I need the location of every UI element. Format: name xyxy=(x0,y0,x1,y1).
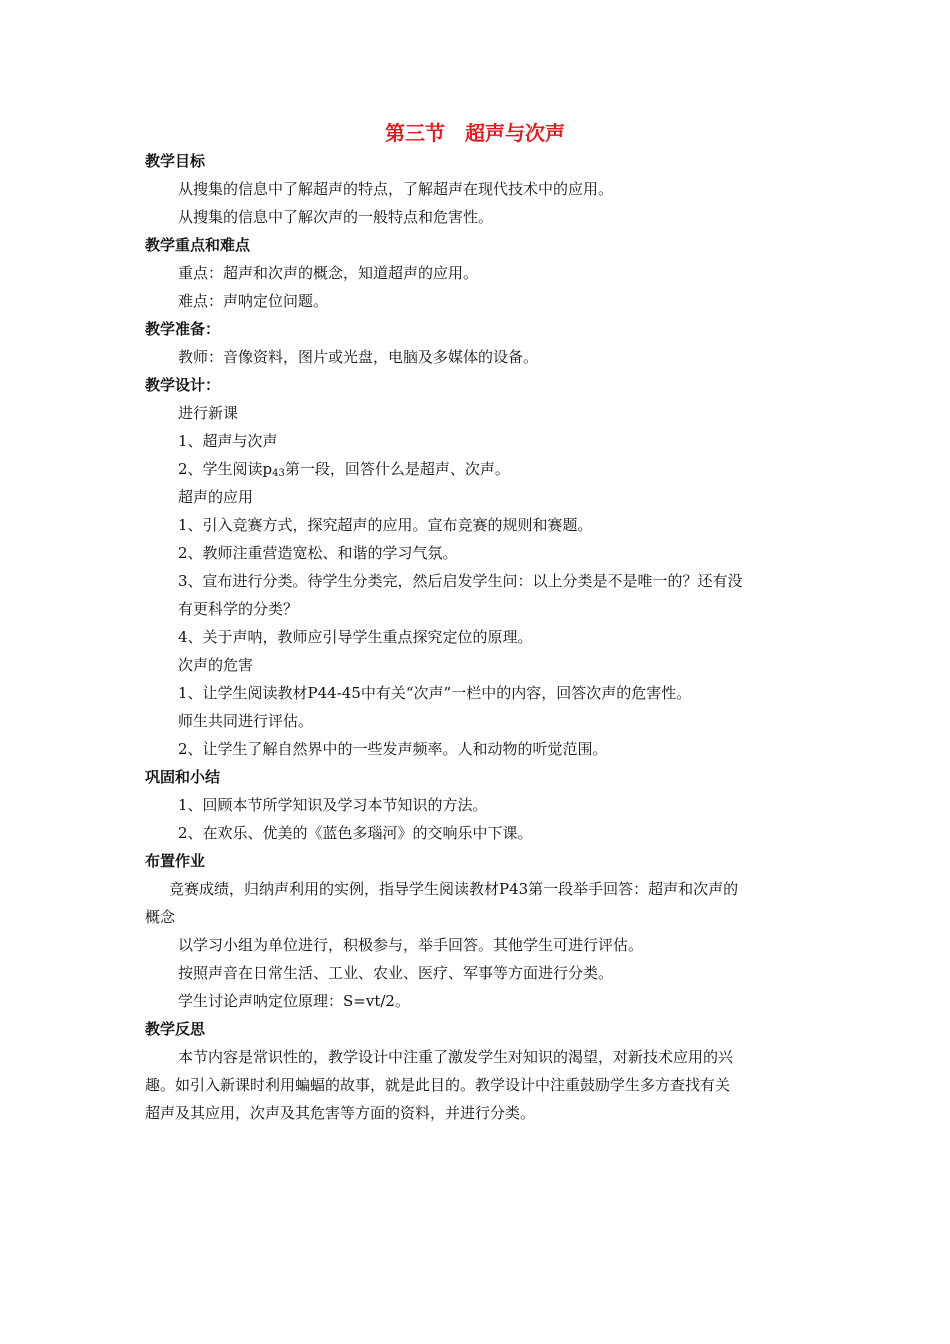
section-heading-design: 教学设计： xyxy=(145,376,221,394)
design-text: 2、学生阅读p xyxy=(178,460,273,478)
goal-line: 从搜集的信息中了解次声的一般特点和危害性。 xyxy=(178,208,494,226)
key-point-line: 难点：声呐定位问题。 xyxy=(178,292,329,310)
review-line: 2、在欢乐、优美的《蓝色多瑙河》的交响乐中下课。 xyxy=(178,824,533,842)
goal-line: 从搜集的信息中了解超声的特点，了解超声在现代技术中的应用。 xyxy=(178,180,614,198)
homework-line: 学生讨论声呐定位原理：S=vt/2。 xyxy=(178,992,410,1010)
section-heading-reflection: 教学反思 xyxy=(145,1020,206,1038)
page-number-subscript: 43 xyxy=(272,468,285,479)
section-heading-review: 巩固和小结 xyxy=(145,768,221,786)
design-line xyxy=(178,459,510,484)
homework-line: 以学习小组为单位进行，积极参与，举手回答。其他学生可进行评估。 xyxy=(178,936,644,954)
design-line: 1、让学生阅读教材P44-45中有关“次声”一栏中的内容，回答次声的危害性。 xyxy=(178,684,692,702)
section-heading-key-points: 教学重点和难点 xyxy=(145,236,251,254)
design-line: 师生共同进行评估。 xyxy=(178,712,314,730)
design-line: 有更科学的分类？ xyxy=(178,600,299,618)
key-point-line: 重点：超声和次声的概念，知道超声的应用。 xyxy=(178,264,479,282)
design-line: 2、让学生了解自然界中的一些发声频率。人和动物的听觉范围。 xyxy=(178,740,608,758)
design-line: 进行新课 xyxy=(178,404,239,422)
design-text: 第一段，回答什么是超声、次声。 xyxy=(284,460,510,478)
reflection-line: 本节内容是常识性的，教学设计中注重了激发学生对知识的渴望，对新技术应用的兴 xyxy=(178,1048,734,1066)
reflection-line: 超声及其应用，次声及其危害等方面的资料，并进行分类。 xyxy=(145,1104,536,1122)
design-line: 4、关于声呐，教师应引导学生重点探究定位的原理。 xyxy=(178,628,533,646)
design-subheading: 超声的应用 xyxy=(178,488,254,506)
homework-line: 按照声音在日常生活、工业、农业、医疗、军事等方面进行分类。 xyxy=(178,964,614,982)
design-line: 2、教师注重营造宽松、和谐的学习气氛。 xyxy=(178,544,458,562)
section-heading-homework: 布置作业 xyxy=(145,852,206,870)
page-title: 第三节 超声与次声 xyxy=(385,121,565,145)
preparation-line: 教师：音像资料，图片或光盘，电脑及多媒体的设备。 xyxy=(178,348,539,366)
design-line: 3、宣布进行分类。待学生分类完，然后启发学生问：以上分类是不是唯一的？还有没 xyxy=(178,572,743,590)
design-line: 1、引入竞赛方式，探究超声的应用。宣布竞赛的规则和赛题。 xyxy=(178,516,593,534)
design-line: 1、超声与次声 xyxy=(178,432,278,450)
reflection-line: 趣。如引入新课时利用蝙蝠的故事，就是此目的。教学设计中注重鼓励学生多方查找有关 xyxy=(145,1076,731,1094)
section-heading-preparation: 教学准备： xyxy=(145,320,221,338)
homework-line: 竞赛成绩，归纳声利用的实例，指导学生阅读教材P43第一段举手回答：超声和次声的 xyxy=(169,880,739,898)
review-line: 1、回顾本节所学知识及学习本节知识的方法。 xyxy=(178,796,488,814)
homework-line: 概念 xyxy=(145,908,176,926)
design-subheading: 次声的危害 xyxy=(178,656,254,674)
section-heading-goals: 教学目标 xyxy=(145,152,206,170)
